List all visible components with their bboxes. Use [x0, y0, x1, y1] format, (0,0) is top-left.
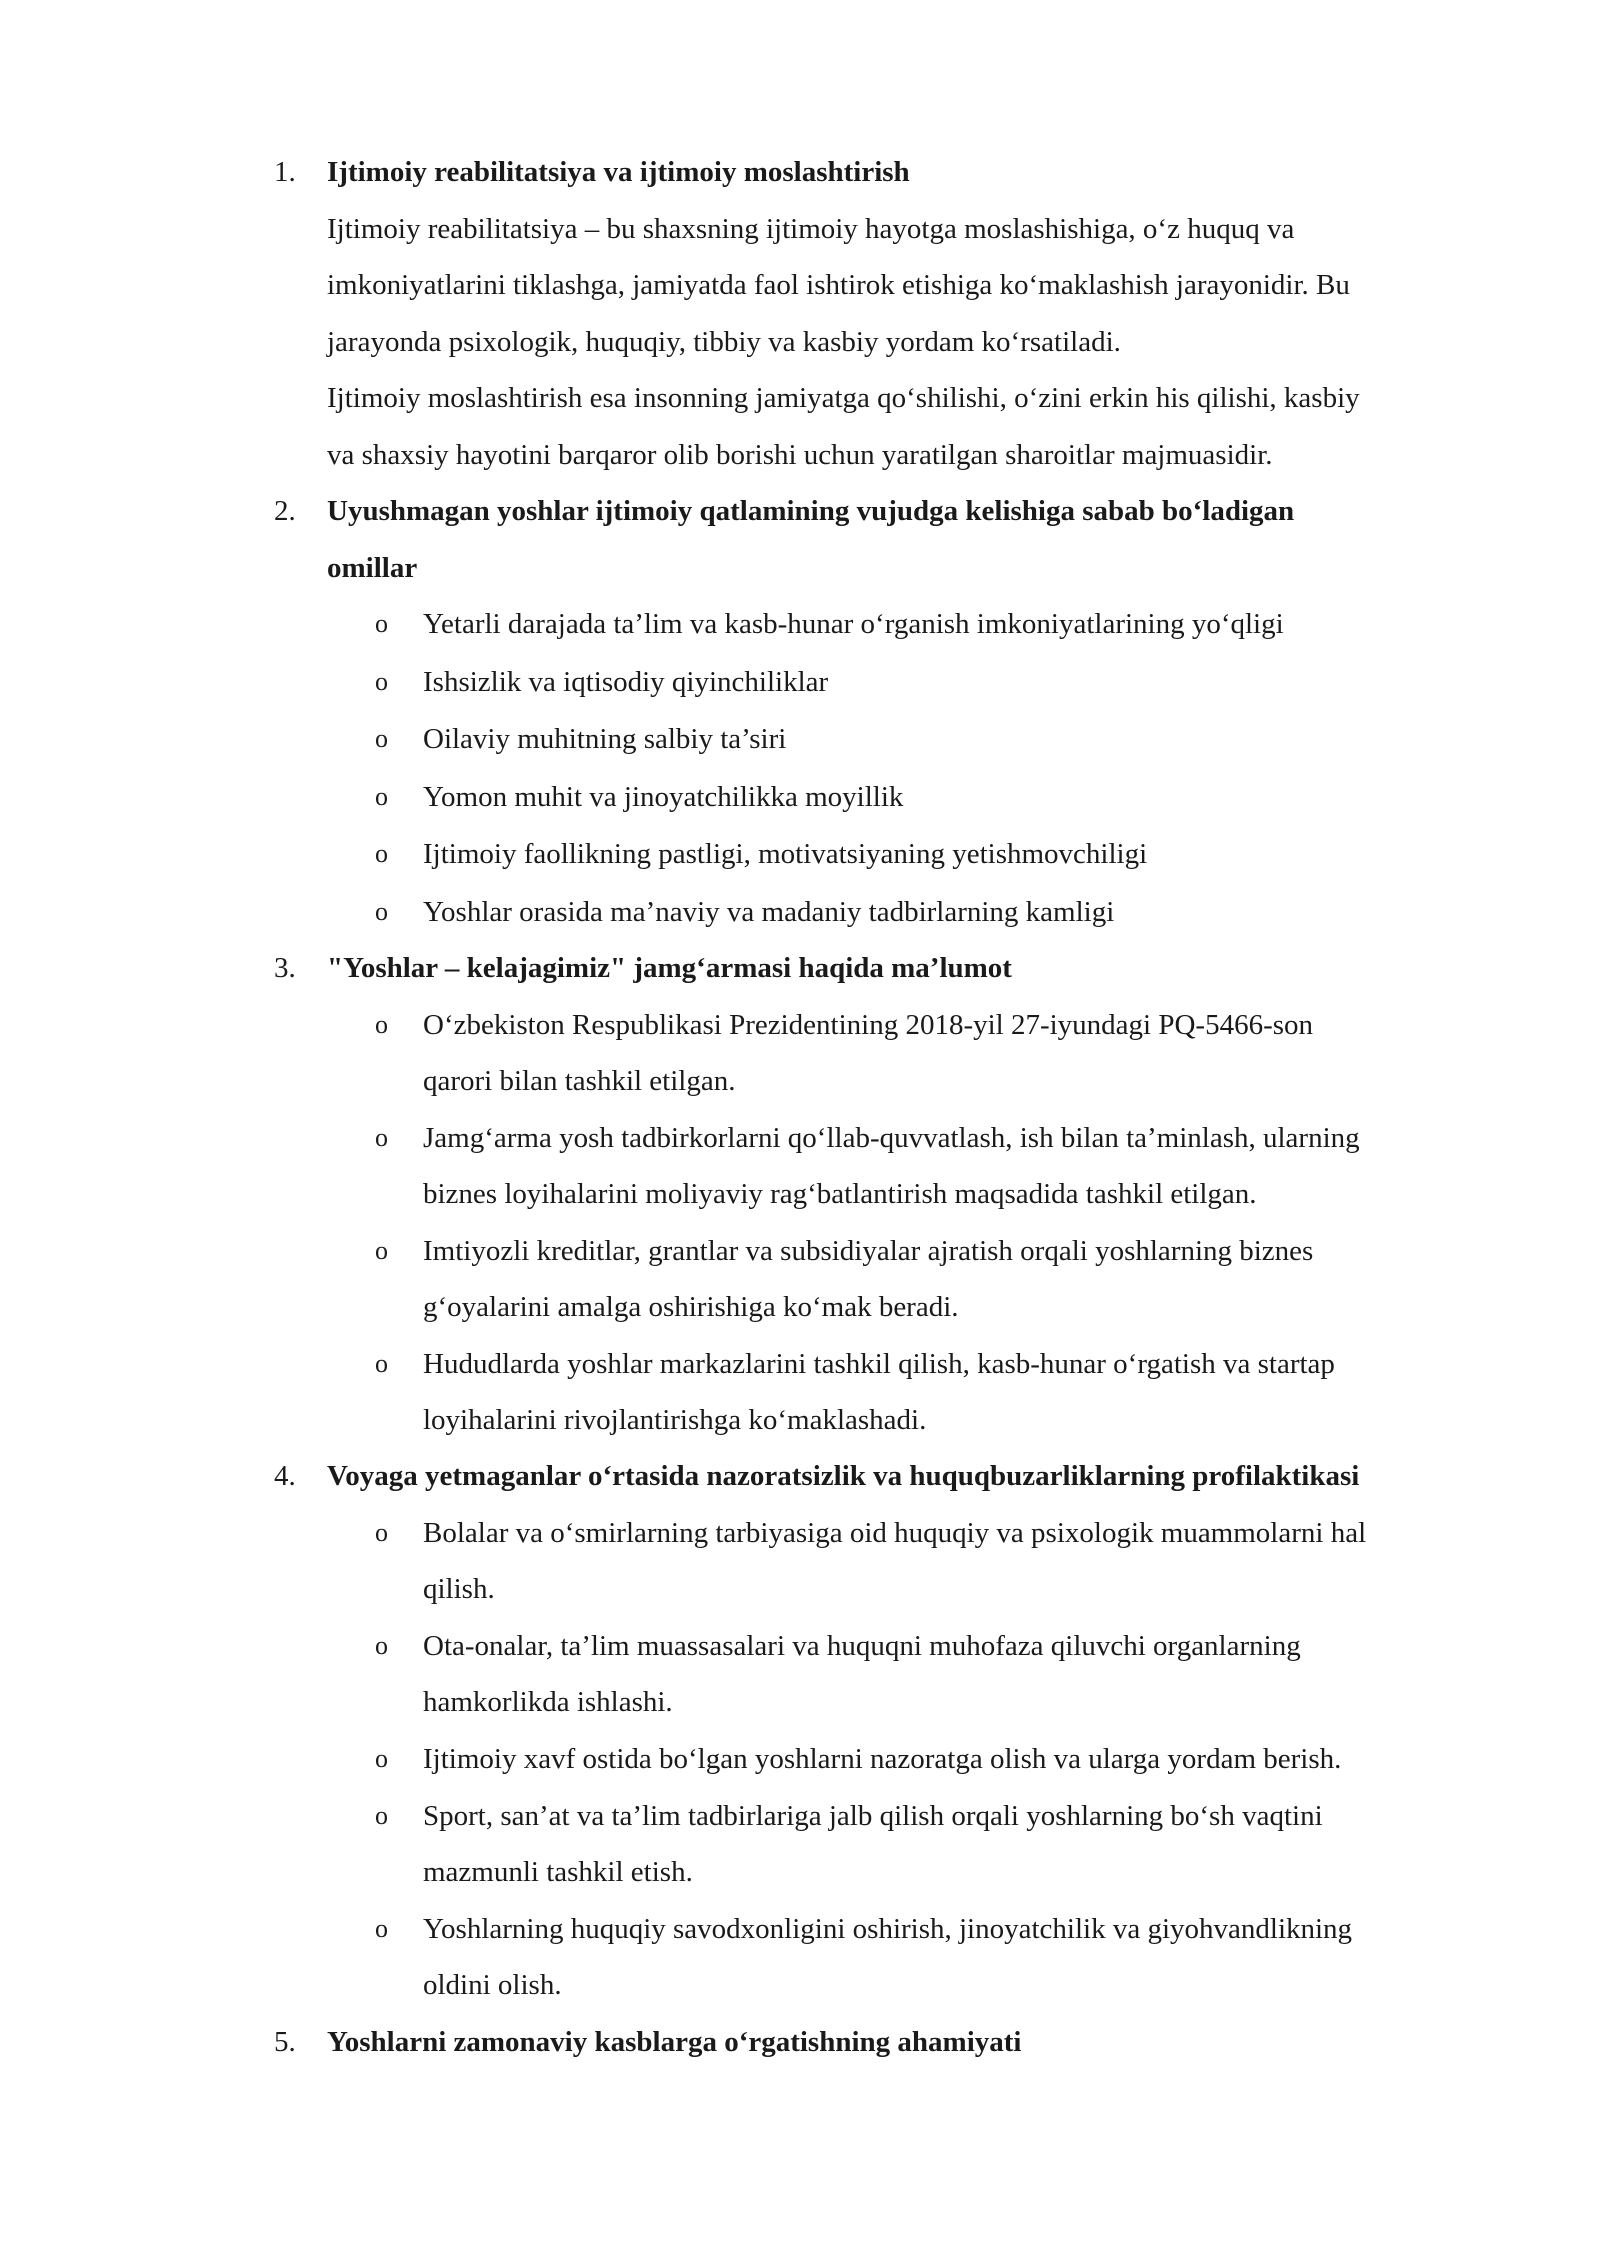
bullet-marker: o — [375, 1518, 388, 1547]
section-1-paragraph-1-line: Ijtimoiy reabilitatsiya – bu shaxsning ijtimoiy hayotga moslashishiga, o‘z huquq va — [327, 213, 1295, 245]
section-4-number: 4. — [274, 1460, 296, 1492]
list-item: Sport, san’at va ta’lim tadbirlariga jalb qilish orqali yoshlarning bo‘sh vaqtini — [423, 1800, 1323, 1832]
section-1-number: 1. — [274, 156, 296, 188]
bullet-marker: o — [375, 782, 388, 811]
section-5-title: Yoshlarni zamonaviy kasblarga o‘rgatishning ahamiyati — [327, 2026, 1022, 2058]
list-item: Yoshlarning huquqiy savodxonligini oshirish, jinoyatchilik va giyohvandlikning — [423, 1913, 1353, 1945]
section-3-title: "Yoshlar – kelajagimiz" jamg‘armasi haqida ma’lumot — [327, 952, 1012, 984]
list-item-continuation: mazmunli tashkil etish. — [423, 1856, 693, 1888]
section-1-paragraph-1-line: imkoniyatlarini tiklashga, jamiyatda faol ishtirok etishiga ko‘maklashish jarayonidir. Bu — [327, 269, 1350, 301]
bullet-marker: o — [375, 1631, 388, 1660]
list-item: Yomon muhit va jinoyatchilikka moyillik — [423, 781, 904, 813]
bullet-marker: o — [375, 839, 388, 868]
list-item-continuation: g‘oyalarini amalga oshirishiga ko‘mak beradi. — [423, 1291, 959, 1323]
bullet-marker: o — [375, 667, 388, 696]
section-1-paragraph-2-line: Ijtimoiy moslashtirish esa insonning jamiyatga qo‘shilishi, o‘zini erkin his qilishi, kasbiy — [327, 382, 1360, 414]
section-2-title: omillar — [327, 552, 418, 584]
list-item: Ota-onalar, ta’lim muassasalari va huquqni muhofaza qiluvchi organlarning — [423, 1630, 1301, 1662]
section-4-title: Voyaga yetmaganlar o‘rtasida nazoratsizlik va huquqbuzarliklarning profilaktikasi — [327, 1460, 1360, 1492]
bullet-marker: o — [375, 1010, 388, 1039]
section-1-title: Ijtimoiy reabilitatsiya va ijtimoiy moslashtirish — [327, 156, 910, 188]
bullet-marker: o — [375, 897, 388, 926]
bullet-marker: o — [375, 1236, 388, 1265]
list-item-continuation: loyihalarini rivojlantirishga ko‘maklashadi. — [423, 1404, 927, 1436]
list-item: Ijtimoiy faollikning pastligi, motivatsiyaning yetishmovchiligi — [423, 838, 1148, 870]
list-item: Jamg‘arma yosh tadbirkorlarni qo‘llab-quvvatlash, ish bilan ta’minlash, ularning — [423, 1122, 1360, 1154]
section-1-paragraph-2-line: va shaxsiy hayotini barqaror olib borishi uchun yaratilgan sharoitlar majmuasidir. — [327, 439, 1273, 471]
list-item-continuation: biznes loyihalarini moliyaviy rag‘batlantirish maqsadida tashkil etilgan. — [423, 1178, 1257, 1210]
section-2-number: 2. — [274, 495, 296, 527]
list-item: Yetarli darajada ta’lim va kasb-hunar o‘rganish imkoniyatlarining yo‘qligi — [423, 608, 1284, 640]
section-2-title: Uyushmagan yoshlar ijtimoiy qatlamining vujudga kelishiga sabab bo‘ladigan — [327, 495, 1295, 527]
list-item: Imtiyozli kreditlar, grantlar va subsidiyalar ajratish orqali yoshlarning biznes — [423, 1235, 1314, 1267]
bullet-marker: o — [375, 609, 388, 638]
section-5-number: 5. — [274, 2026, 296, 2058]
bullet-marker: o — [375, 1914, 388, 1943]
bullet-marker: o — [375, 1801, 388, 1830]
list-item: Yoshlar orasida ma’naviy va madaniy tadbirlarning kamligi — [423, 896, 1115, 928]
section-3-number: 3. — [274, 952, 296, 984]
list-item-continuation: hamkorlikda ishlashi. — [423, 1686, 673, 1718]
list-item: O‘zbekiston Respublikasi Prezidentining 2018-yil 27-iyundagi PQ-5466-son — [423, 1009, 1314, 1041]
list-item: Hududlarda yoshlar markazlarini tashkil qilish, kasb-hunar o‘rgatish va startap — [423, 1348, 1335, 1380]
bullet-marker: o — [375, 724, 388, 753]
list-item: Ishsizlik va iqtisodiy qiyinchiliklar — [423, 666, 829, 698]
list-item-continuation: oldini olish. — [423, 1969, 562, 2001]
list-item: Oilaviy muhitning salbiy ta’siri — [423, 723, 787, 755]
list-item: Bolalar va o‘smirlarning tarbiyasiga oid huquqiy va psixologik muammolarni hal — [423, 1517, 1367, 1549]
list-item: Ijtimoiy xavf ostida bo‘lgan yoshlarni nazoratga olish va ularga yordam berish. — [423, 1743, 1342, 1775]
bullet-marker: o — [375, 1744, 388, 1773]
bullet-marker: o — [375, 1123, 388, 1152]
section-1-paragraph-1-line: jarayonda psixologik, huquqiy, tibbiy va kasbiy yordam ko‘rsatiladi. — [327, 326, 1121, 358]
list-item-continuation: qarori bilan tashkil etilgan. — [423, 1065, 736, 1097]
list-item-continuation: qilish. — [423, 1573, 495, 1605]
bullet-marker: o — [375, 1349, 388, 1378]
